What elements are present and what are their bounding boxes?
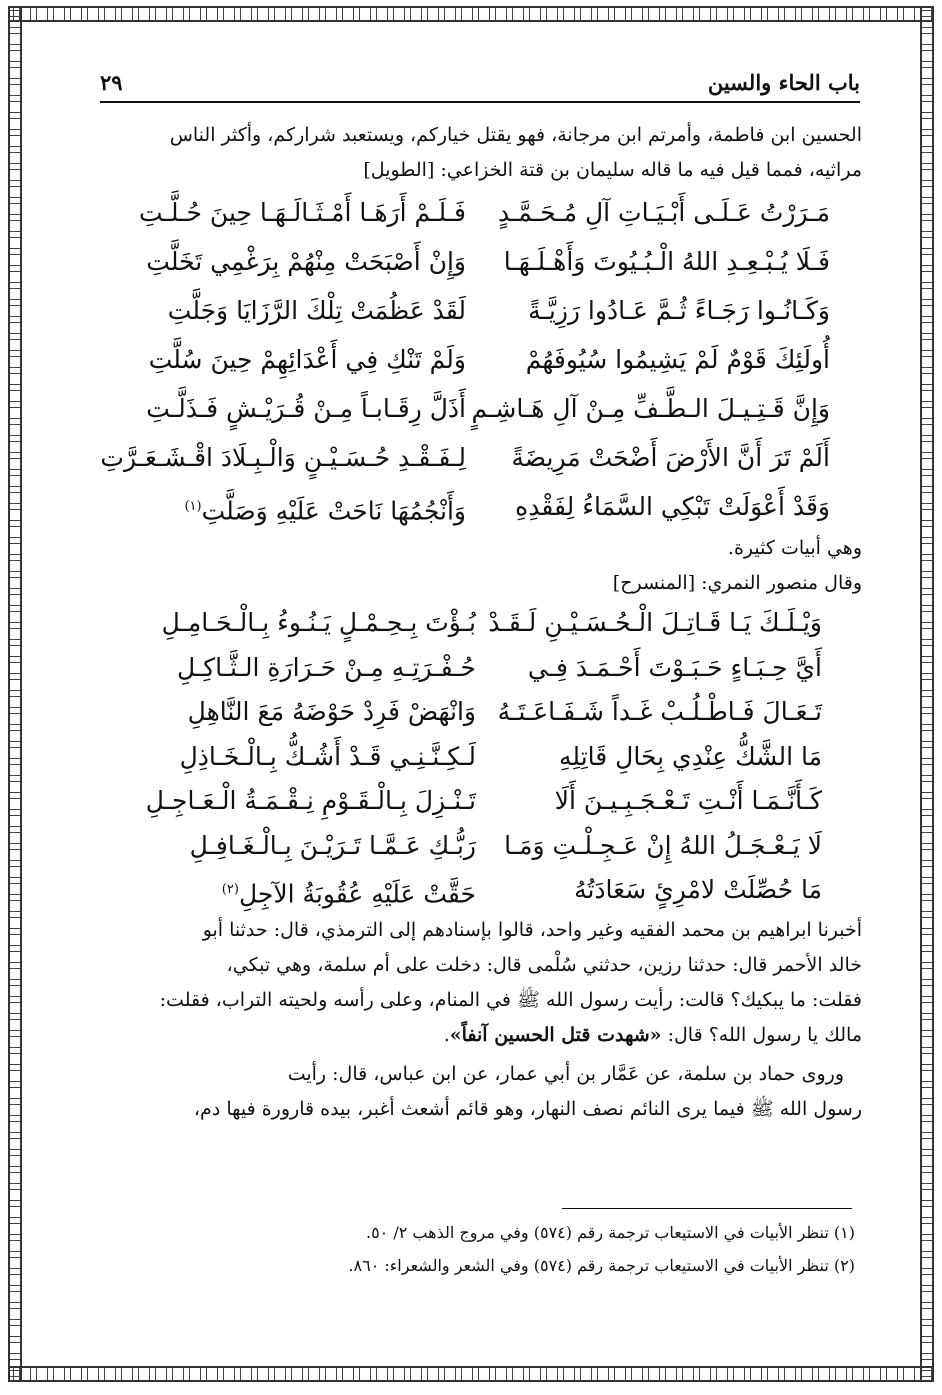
hadith-line: أخبرنا ابراهيم بن محمد الفقيه وغير واحد، قالوا بإسنادهم إلى الترمذي، قال: حدثنا أبو <box>202 918 862 941</box>
hadith-line: رسول الله ﷺ فيما يرى النائم نصف النهار، وهو قائم أشعث أغبر، بيده قارورة فيها دم، <box>193 1097 862 1120</box>
hemistich-right: وَإِنَّ قَـتِـيـلَ الـطَّـفِّ مِـنْ آلِ هَـاشِـمٍ <box>471 394 830 423</box>
hemistich-right: تَـعَـالَ فَـاطْـلُـبْ غَـداً شَـفَـاعَـتَـهُ <box>497 697 822 726</box>
hemistich-right: وَقَدْ أَعْوَلَتْ تَبْكِي السَّمَاءُ لِفَقْدِهِ <box>515 492 830 521</box>
hadith-line: وروى حماد بن سلمة، عن عَمَّار بن أبي عمار، عن ابن عباس، قال: رأيت <box>287 1062 844 1085</box>
hemistich-left: وَانْهَضْ فَرِدْ حَوْضَهُ مَعَ النَّاهِلِ <box>187 697 476 726</box>
verse-line <box>100 824 862 869</box>
verse-line <box>100 779 862 824</box>
hemistich-left: وَلَمْ تَنْكِ فِي أَعْدَائِهِمْ حِينَ سُلَّتِ <box>148 345 466 374</box>
ornament-border-top <box>8 6 934 22</box>
verse-line <box>100 286 862 335</box>
after-poem-note: وهي أبيات كثيرة. <box>727 537 862 559</box>
hemistich-left: بُـؤْتَ بِـحِـمْـلٍ يَـنُـوءُ بِـالْـحَـامِـلِ <box>161 608 476 637</box>
verse-line <box>100 384 862 433</box>
chapter-title: باب الحاء والسين <box>707 70 860 95</box>
hemistich-right: فَـلَا يُـبْـعِـدِ اللهُ الْـبُـيُوتَ وَأَهْـلَـهَـا <box>503 247 830 276</box>
hemistich-left <box>146 482 466 531</box>
verse-line <box>100 335 862 384</box>
footnote-marker: (٢) <box>221 882 239 897</box>
hemistich-left: لَـكِـنَّـنِـي قَـدْ أَشُـكُّ بِـالْـخَـاذِلِ <box>179 741 476 771</box>
verse-line <box>100 237 862 286</box>
page-body <box>100 118 862 1127</box>
verse-line <box>100 868 862 913</box>
hemistich-right: لَا يَـعْـجَـلُ اللهُ إِنْ عَـجِـلْـتِ وَمَـا <box>504 830 822 860</box>
hemistich-text: حَقَّتْ عَلَيْهِ عُقُوبَةُ الآجِلِ <box>238 879 476 909</box>
hemistich-left: فَـلَـمْ أَرَهَـا أَمْـثَـالَـهَـا حِينَ حُـلَّـتِ <box>139 198 466 227</box>
footnotes <box>300 1216 855 1282</box>
footnote-rule <box>562 1208 852 1209</box>
hemistich-left: حُـفْـرَتِـهِ مِـنْ حَـرَارَةِ الـثَّـاكِـلِ <box>176 652 476 682</box>
verse-line <box>100 646 862 691</box>
verse-line <box>100 735 862 780</box>
verse-line <box>100 601 862 646</box>
hemistich-right: مَا الشَّكُّ عِنْدِي بِحَالِ قَاتِلِهِ <box>559 741 822 771</box>
hemistich-right: مَا حُصِّلَتْ لامْرِئٍ سَعَادَتُهُ <box>574 875 822 904</box>
hemistich-right: أَيَّ حِـبَـاءٍ حَـبَـوْتَ أَحْـمَـدَ فِـي <box>527 652 822 682</box>
hemistich-left: وَإِنْ أَصْبَحَتْ مِنْهُمْ بِرَغْمِي تَخَلَّتِ <box>146 247 466 276</box>
hadith-line: خالد الأحمر قال: حدثنا رزين، حدثني سُلْمى قال: دخلت على أم سلمة، وهي تبكي، <box>226 953 862 976</box>
ornament-border-left <box>8 6 22 1382</box>
hemistich-left: رَبُّـكِ عَـمَّـا تَـرَيْـنَ بِـالْـغَـافِـلِ <box>189 830 476 860</box>
ornament-border-right <box>920 6 934 1382</box>
intro-line: الحسين ابن فاطمة، وأمرتم ابن مرجانة، فهو يقتل خياركم، ويستعبد شراركم، وأكثر الناس <box>169 124 862 146</box>
footnote-marker: (١) <box>184 499 202 514</box>
hadith-line-end: . <box>443 1023 450 1046</box>
verse-line <box>100 690 862 735</box>
header-rule <box>100 101 860 103</box>
poem-2-intro: وقال منصور النمري: [المنسرح] <box>612 572 862 594</box>
footnote: (١) تنظر الأبيات في الاستيعاب ترجمة رقم (٥٧٤) وفي مروج الذهب ٢/ ٥٠. <box>365 1223 855 1242</box>
hadith-line: مالك يا رسول الله؟ قال: <box>661 1023 862 1046</box>
footnote: (٢) تنظر الأبيات في الاستيعاب ترجمة رقم (٥٧٤) وفي الشعر والشعراء: ٨٦٠. <box>348 1256 855 1275</box>
poem-1 <box>100 188 862 531</box>
hemistich-left: تَـنْـزِلَ بِـالْـقَـوْمِ نِـقْـمَـةُ الْـعَـاجِـلِ <box>145 786 476 815</box>
hadith-paragraph-2 <box>100 1057 862 1127</box>
ornament-border-bottom <box>8 1366 934 1382</box>
hemistich-text: وَأَنْجُمُهَا نَاحَتْ عَلَيْهِ وَصَلَّتِ <box>201 496 466 526</box>
hemistich-left: لَقَدْ عَظُمَتْ تِلْكَ الرَّزَايَا وَجَلَّتِ <box>167 296 466 325</box>
page-number: ٢٩ <box>100 70 123 95</box>
intro-paragraph <box>100 118 862 188</box>
page-header <box>100 70 860 102</box>
hadith-paragraph-1 <box>100 913 862 1053</box>
hemistich-right: أَلَمْ تَرَ أَنَّ الأَرْضَ أَضْحَتْ مَرِيضَةً <box>511 443 830 472</box>
hemistich-right: أُولَئِكَ قَوْمٌ لَمْ يَشِيمُوا سُيُوفَهُمْ <box>525 345 830 374</box>
verse-line <box>100 188 862 237</box>
hemistich-right: مَـرَرْتُ عَـلَـى أَبْـيَـاتِ آلِ مُـحَـمَّـدٍ <box>497 198 830 227</box>
hemistich-left: أَذَلَّ رِقَـابـاً مِـنْ قُـرَيْـشٍ فَـذَلَّـتِ <box>146 394 466 423</box>
verse-line <box>100 433 862 482</box>
hemistich-left <box>156 868 476 913</box>
hemistich-right: كَـأَنَّـمَـا أَنْـتِ تَـعْـجَـبِـيـنَ أَلَا <box>554 786 822 815</box>
hemistich-right: وَكَـانُـوا رَجَـاءً ثُـمَّ عَـادُوا رَزِيَّـةً <box>528 296 830 325</box>
hadith-quote: «شهدت قتل الحسين آنفاً» <box>449 1023 662 1046</box>
verse-line <box>100 482 862 531</box>
poem-2 <box>100 601 862 913</box>
hemistich-left: لِـفَـقْـدِ حُـسَـيْـنٍ وَالْـبِـلَادَ اقْـشَـعَـرَّتِ <box>100 443 466 472</box>
hemistich-right: وَيْـلَـكَ يَـا قَـاتِـلَ الْـحُـسَـيْـنِ لَـقَـدْ <box>488 608 822 637</box>
hadith-line: فقلت: ما يبكيك؟ قالت: رأيت رسول الله ﷺ في المنام، وعلى رأسه ولحيته التراب، فقلت: <box>159 988 862 1011</box>
intro-line: مراثيه، فمما قيل فيه ما قاله سليمان بن قتة الخزاعي: [الطويل] <box>363 159 862 181</box>
